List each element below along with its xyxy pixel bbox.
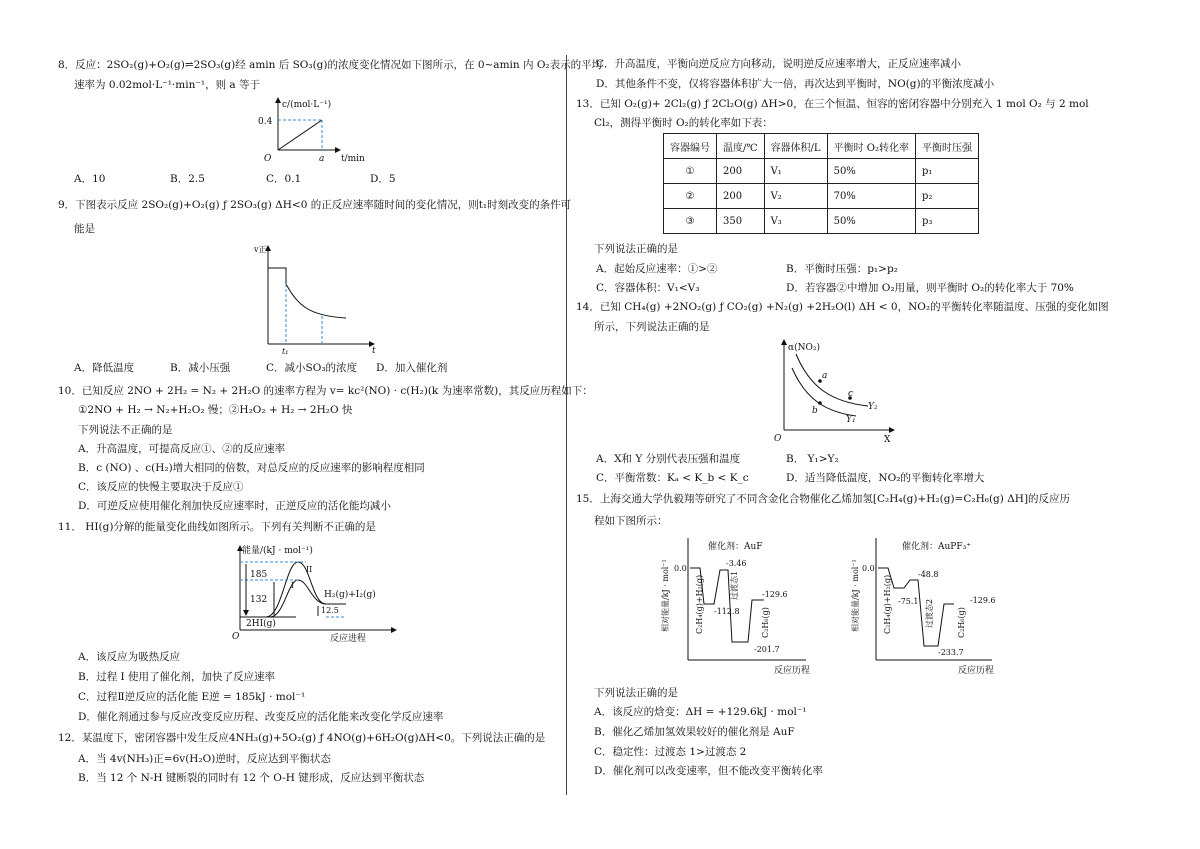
table-header: 平衡时压强 — [915, 134, 978, 159]
q11-option-a: A．该反应为吸热反应 — [78, 651, 181, 663]
table-cell: ① — [664, 159, 717, 184]
q10-option-c: C．该反应的快慢主要取决于反应① — [78, 481, 244, 493]
table-header: 容器编号 — [664, 134, 717, 159]
column-divider — [566, 55, 567, 795]
q13-option-c: C．容器体积：V₁<V₃ — [596, 282, 700, 294]
table-cell: 50% — [827, 209, 915, 234]
table-cell: ② — [664, 184, 717, 209]
q14-option-a: A．X和 Y 分别代表压强和温度 — [596, 453, 741, 465]
q14-option-b: B． Y₁>Y₂ — [786, 453, 839, 465]
q8-yval: 0.4 — [258, 117, 273, 127]
q11-option-b: B．过程 I 使用了催化剂，加快了反应速率 — [78, 671, 276, 683]
table-cell: 50% — [827, 159, 915, 184]
q10-option-d: D．可逆反应使用催化剂加快反应速率时，正逆反应的活化能均减小 — [78, 500, 391, 512]
q14-point-c: c — [848, 389, 854, 399]
q8-option-d: D．5 — [370, 173, 396, 185]
q10-option-b: B．c (NO) 、c(H₂)增大相同的倍数，对总反应的反应速率的影响程度相同 — [78, 462, 425, 474]
q11-val-12-5: 12.5 — [321, 606, 339, 615]
q13-option-a: A．起始反应速率：①>② — [596, 263, 718, 275]
q11-val-185: 185 — [250, 570, 268, 580]
q11-reactants: 2HI(g) — [246, 619, 276, 629]
q9-curve — [286, 284, 346, 318]
q14-stem-line2: 所示，下列说法正确的是 — [594, 321, 710, 333]
q8-xlabel: t/min — [341, 154, 365, 164]
q8-line — [278, 120, 322, 150]
q15-left-reactant: C₂H₄(g)+H₂(g) — [695, 574, 704, 634]
q8-option-c: C．0.1 — [266, 173, 302, 185]
q11-products: H₂(g)+I₂(g) — [324, 590, 376, 600]
q12-option-c: C．升高温度，平衡向逆反应方向移动，说明逆反应速率增大，正反应速率减小 — [596, 58, 962, 70]
q15-right-v3: -129.6 — [970, 596, 996, 605]
q14-curve-y2 — [796, 354, 868, 406]
q8-option-b: B．2.5 — [170, 173, 205, 185]
q14-option-d: D．适当降低温度，NO₂的平衡转化率增大 — [786, 472, 985, 484]
table-cell: V₃ — [764, 209, 827, 234]
q9-option-c: C．减小SO₃的浓度 — [266, 362, 358, 374]
q15-right-v2: -233.7 — [938, 648, 964, 657]
q11-origin: O — [232, 632, 240, 642]
q13-stem-line1: 13．已知 O₂(g)+ 2Cl₂(g) ƒ 2Cl₂O(g) ΔH>0，在三个恒温、恒容的密闭容器中分别充入 1 mol O₂ 与 2 mol — [576, 98, 1089, 110]
q14-x: X — [884, 435, 891, 445]
q11-label-ii: II — [306, 565, 313, 574]
q13-ask: 下列说法正确的是 — [594, 243, 678, 255]
q15-left-v1: -112.8 — [714, 607, 740, 616]
q14-option-c: C．平衡常数：Kₐ < K_b < K_c — [596, 472, 749, 484]
table-cell: V₁ — [764, 159, 827, 184]
q15-option-a: A．该反应的焓变：ΔH = +129.6kJ · mol⁻¹ — [594, 706, 807, 718]
q15-left-ts-label: 过渡态1 — [730, 570, 739, 600]
q11-xlabel: 反应进程 — [330, 634, 367, 644]
q8-xval: a — [319, 154, 325, 164]
q13-table — [663, 133, 979, 234]
q11-option-d: D．催化剂通过参与反应改变反应历程、改变反应的活化能来改变化学反应速率 — [78, 711, 444, 723]
q8-option-a: A．10 — [74, 173, 106, 185]
q11-figure — [226, 540, 416, 644]
q15-right-start: 0.0 — [862, 564, 875, 573]
q8-figure — [248, 94, 378, 166]
table-header: 容器体积/L — [764, 134, 827, 159]
q12-stem: 12．某温度下，密闭容器中发生反应4NH₃(g)+5O₂(g) ƒ 4NO(g)+6H₂O(g)ΔH<0。下列说法正确的是 — [58, 732, 546, 744]
q15-left-title: 催化剂：AuF — [708, 542, 763, 552]
q13-stem-line2: Cl₂，测得平衡时 O₂的转化率如下表： — [594, 117, 773, 129]
q15-left-ylabel: 相对能量/kJ · mol⁻¹ — [661, 559, 670, 632]
q15-right-product: C₂H₆(g) — [957, 607, 966, 638]
q9-figure — [250, 240, 390, 356]
table-cell: V₂ — [764, 184, 827, 209]
q13-option-d: D．若容器②中增加 O₂用量，则平衡时 O₂的转化率大于 70% — [786, 282, 1074, 294]
q15-left-ts: -3.46 — [726, 559, 747, 568]
q15-left-v2: -201.7 — [754, 645, 780, 654]
q9-option-b: B．减小压强 — [170, 362, 231, 374]
table-row — [664, 159, 979, 184]
q9-t: t — [372, 346, 376, 356]
q12-option-d: D．其他条件不变，仅将容器体积扩大一倍，再次达到平衡时，NO(g)的平衡浓度减小 — [596, 78, 995, 90]
q14-point-b: b — [812, 406, 818, 416]
q15-option-d: D．催化剂可以改变速率，但不能改变平衡转化率 — [594, 765, 823, 777]
q15-left-product: C₂H₆(g) — [761, 607, 770, 638]
table-row — [664, 184, 979, 209]
q11-label-i: I — [291, 581, 295, 590]
q14-origin: O — [774, 434, 782, 444]
q15-left-xlabel: 反应历程 — [774, 666, 811, 676]
q15-right-v1: -75.1 — [898, 597, 919, 606]
q15-ask: 下列说法正确的是 — [594, 687, 678, 699]
q14-figure — [766, 338, 906, 448]
q12-option-b: B．当 12 个 N-H 键断裂的同时有 12 个 O-H 键形成，反应达到平衡状态 — [78, 772, 425, 784]
q15-left-start: 0.0 — [674, 564, 687, 573]
q10-ask: 下列说法不正确的是 — [78, 424, 173, 436]
q8-stem-line2: 速率为 0.02mol·L⁻¹·min⁻¹，则 a 等于 — [74, 79, 261, 91]
q12-option-a: A．当 4v(NH₃)正=6v(H₂O)逆时，反应达到平衡状态 — [78, 753, 331, 765]
q9-ylabel: v正 — [254, 245, 267, 254]
table-cell: 200 — [717, 159, 765, 184]
q15-right-ts: -48.8 — [918, 570, 939, 579]
q15-right-ylabel: 相对能量/kJ · mol⁻¹ — [851, 559, 860, 632]
table-header-row — [664, 134, 979, 159]
table-header: 平衡时 O₂转化率 — [827, 134, 915, 159]
q8-ylabel: c/(mol·L⁻¹) — [282, 100, 332, 110]
q15-stem-line2: 程如下图所示： — [594, 515, 668, 527]
table-cell: p₃ — [915, 209, 978, 234]
q15-stem-line1: 15．上海交通大学仇毅翔等研究了不同含金化合物催化乙烯加氢[C₂H₄(g)+H₂(g)=C₂H₆(g) ΔH]的反应历 — [576, 493, 1071, 505]
table-cell: p₁ — [915, 159, 978, 184]
q9-stem-line2: 能是 — [74, 223, 95, 235]
q10-stem: 10．已知反应 2NO + 2H₂ = N₂ + 2H₂O 的速率方程为 v= kc²(NO) · c(H₂)(k 为速率常数)，其反应历程如下： — [58, 385, 593, 397]
q11-val-132: 132 — [250, 595, 268, 605]
table-cell: ③ — [664, 209, 717, 234]
q14-ylabel: α(NO₂) — [788, 343, 820, 353]
q15-option-c: C．稳定性：过渡态 1>过渡态 2 — [594, 746, 747, 758]
table-cell: p₂ — [915, 184, 978, 209]
q8-stem-line1: 8．反应：2SO₂(g)+O₂(g)⇌2SO₃(g)经 amin 后 SO₃(g)的浓度变化情况如下图所示，在 0~amin 内 O₂表示的平均 — [58, 59, 603, 71]
q9-option-d: D．加入催化剂 — [376, 362, 448, 374]
q8-origin: O — [264, 154, 272, 164]
table-cell: 350 — [717, 209, 765, 234]
table-row — [664, 209, 979, 234]
q15-figure-right — [846, 534, 1016, 680]
q11-ylabel: 能量/(kJ · mol⁻¹) — [242, 546, 313, 556]
q15-right-xlabel: 反应历程 — [958, 666, 995, 676]
q10-option-a: A．升高温度，可提高反应①、②的反应速率 — [78, 443, 286, 455]
q15-right-ts-label: 过渡态2 — [925, 598, 934, 628]
table-cell: 70% — [827, 184, 915, 209]
q9-option-a: A．降低温度 — [74, 362, 135, 374]
q15-right-title: 催化剂：AuPF₃⁺ — [902, 542, 971, 552]
q14-point-a: a — [822, 371, 828, 381]
q9-t1: t₁ — [282, 347, 289, 356]
q15-right-reactant: C₂H₄(g)+H₂(g) — [883, 574, 892, 634]
q14-y2: Y₂ — [868, 402, 878, 412]
q15-option-b: B．催化乙烯加氢效果较好的催化剂是 AuF — [594, 726, 795, 738]
q10-steps: ①2NO + H₂ → N₂+H₂O₂ 慢；②H₂O₂ + H₂ → 2H₂O 快 — [78, 404, 353, 416]
q9-stem-line1: 9．下图表示反应 2SO₂(g)+O₂(g) ƒ 2SO₃(g) ΔH<0 的正反应速率随时间的变化情况，则t₁时刻改变的条件可 — [58, 199, 572, 211]
q15-left-v3: -129.6 — [762, 590, 788, 599]
q11-option-c: C．过程Ⅱ逆反应的活化能 E逆 = 185kJ · mol⁻¹ — [78, 691, 306, 703]
q14-stem-line1: 14．已知 CH₄(g) +2NO₂(g) ƒ CO₂(g) +N₂(g) +2H₂O(l) ΔH < 0，NO₂的平衡转化率随温度、压强的变化如图 — [576, 301, 1109, 313]
q11-stem: 11． HI(g)分解的能量变化曲线如图所示。下列有关判断不正确的是 — [58, 521, 376, 533]
table-header: 温度/℃ — [717, 134, 765, 159]
table-cell: 200 — [717, 184, 765, 209]
q15-figure-left — [656, 534, 826, 680]
q14-y1: Y₁ — [846, 415, 856, 425]
q13-option-b: B．平衡时压强：p₁>p₂ — [786, 263, 898, 275]
